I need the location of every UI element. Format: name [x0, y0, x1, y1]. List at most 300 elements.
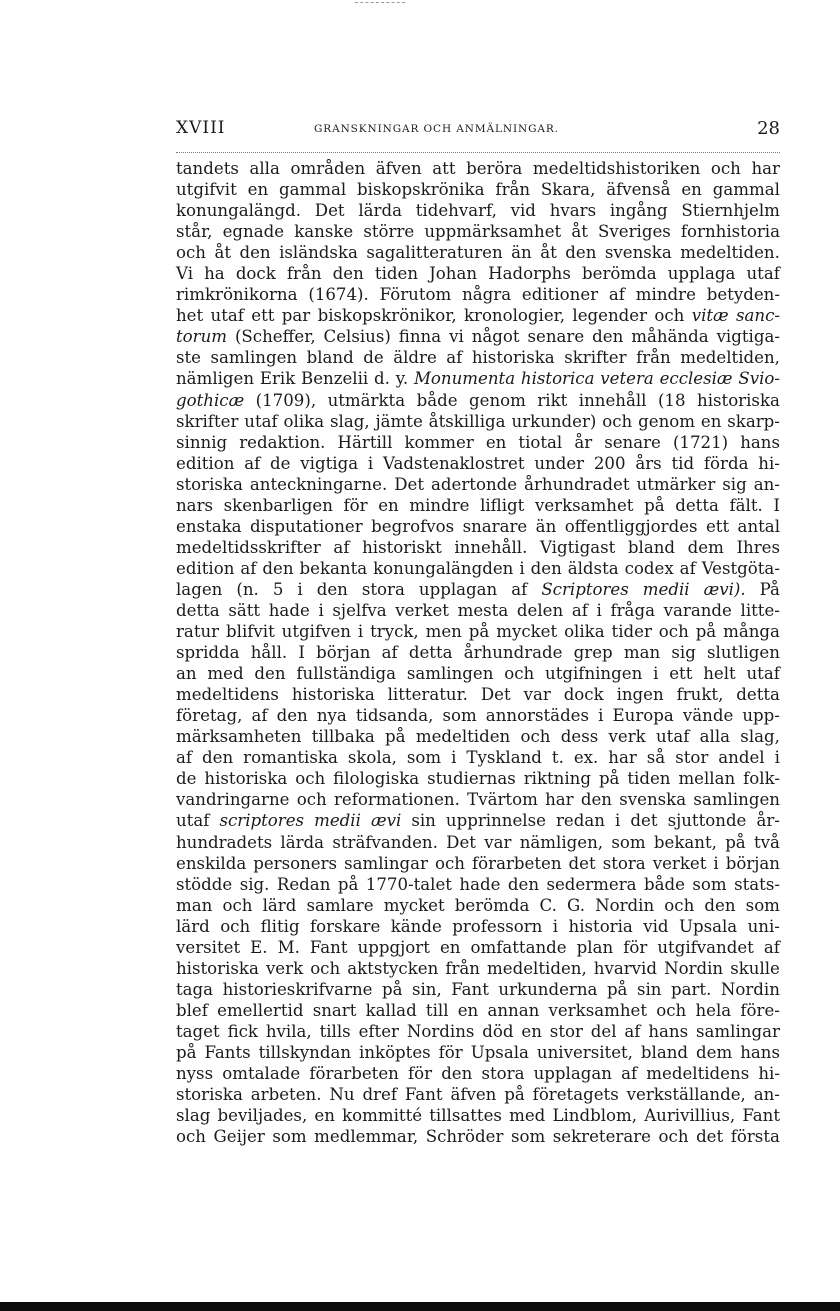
word: litteratur.: [387, 685, 468, 705]
word: spridda: [176, 643, 240, 663]
word: med: [207, 664, 244, 684]
word: editioner: [521, 285, 599, 305]
word: död: [482, 1021, 514, 1041]
word: I: [298, 643, 305, 663]
word: genom: [469, 390, 526, 410]
word: an-: [753, 1085, 780, 1105]
word: utaf: [746, 664, 780, 684]
word: och: [435, 853, 465, 873]
word: århundradet: [524, 474, 630, 494]
word: mindre: [635, 285, 696, 305]
text-line: [176, 705, 780, 726]
word: edition: [176, 558, 235, 578]
word: biskopskrönika: [357, 180, 485, 200]
word: riktning: [523, 769, 591, 789]
word: gammal: [712, 180, 780, 200]
word: skarp-: [727, 411, 780, 431]
word: den: [704, 895, 736, 915]
italic-word: Scriptores: [541, 579, 629, 599]
text-line: [176, 663, 780, 684]
word: Fant: [309, 937, 348, 957]
word: som: [272, 1127, 307, 1147]
top-edge-mark: [355, 2, 405, 3]
italic-word: Svio-: [738, 369, 780, 389]
italic-word: historica: [520, 369, 595, 389]
text-line: [176, 1042, 780, 1063]
word: af: [251, 706, 268, 726]
word: mellan: [678, 769, 736, 789]
word: vände: [682, 706, 734, 726]
word: disputationer: [249, 516, 363, 536]
word: från: [286, 264, 322, 284]
word: bland: [627, 537, 676, 557]
word: den: [202, 748, 234, 768]
text-line: [176, 411, 780, 432]
word: från: [445, 958, 480, 978]
word: Celsius): [323, 327, 391, 347]
word: dock: [235, 264, 276, 284]
word: af: [240, 558, 257, 578]
word: offentliggjordes: [564, 516, 698, 536]
word: den: [276, 706, 308, 726]
italic-word: ecclesiæ: [659, 369, 733, 389]
word: medeltidens: [176, 685, 279, 705]
word: annorstädes: [485, 706, 590, 726]
word: sjuttonde: [667, 811, 747, 831]
word: egnade: [222, 222, 285, 242]
word: af: [624, 1021, 641, 1041]
word: (1674).: [308, 285, 369, 305]
word: och: [295, 769, 326, 789]
word: Geijer: [213, 1127, 265, 1147]
word: i: [653, 664, 659, 684]
word: verksamhet: [534, 495, 634, 515]
word: sig.: [239, 874, 270, 894]
word: Det: [446, 832, 476, 852]
word: har: [608, 748, 637, 768]
word: första: [730, 1127, 780, 1147]
word: på: [176, 1042, 197, 1062]
word: rimkrönikorna: [176, 285, 298, 305]
word: utmärkta: [327, 390, 406, 410]
word: versitet: [176, 937, 241, 957]
italic-word: vetera: [600, 369, 654, 389]
word: tidsanda,: [355, 706, 434, 726]
word: Redan: [276, 874, 331, 894]
word: på: [381, 979, 403, 999]
word: medeltidsskrifter: [176, 537, 321, 557]
word: jämte: [375, 411, 423, 431]
word: kommitté: [342, 1106, 423, 1126]
word: Härtill: [337, 432, 393, 452]
word: något: [471, 327, 520, 347]
text-line: [176, 600, 780, 621]
word: några: [462, 285, 512, 305]
word: hade: [268, 600, 310, 620]
word: historiskt: [362, 537, 442, 557]
word: berömda: [582, 264, 657, 284]
word: hi-: [758, 1064, 780, 1084]
word: reformationen.: [333, 790, 460, 810]
word: codex: [624, 558, 674, 578]
word: af: [679, 558, 696, 578]
word: och: [176, 1127, 206, 1147]
page-number: 28: [757, 118, 780, 139]
word: för: [623, 937, 648, 957]
word: och: [520, 727, 551, 747]
word: större: [363, 222, 415, 242]
word: Hadorphs: [488, 264, 571, 284]
word: (18: [657, 390, 686, 410]
italic-word: ævi: [370, 811, 402, 831]
text-line: [176, 432, 780, 453]
word: lärda: [358, 201, 402, 221]
word: olika: [283, 411, 325, 431]
word: Skara,: [540, 180, 596, 200]
text-line: [176, 453, 780, 474]
word: af: [511, 579, 528, 599]
word: historiska: [176, 958, 259, 978]
word: vigtiga: [300, 453, 359, 473]
body-text: [176, 158, 780, 1147]
word: en: [378, 495, 399, 515]
word: redaktion.: [239, 432, 326, 452]
text-line: [176, 579, 780, 600]
word: före-: [740, 1000, 780, 1020]
word: uppgjort: [357, 937, 430, 957]
word: både: [416, 390, 458, 410]
text-line: [176, 390, 780, 411]
word: det: [696, 1127, 724, 1147]
word: som: [442, 706, 477, 726]
word: Nordins: [406, 1021, 475, 1041]
word: begrofvos: [371, 516, 455, 536]
word: och: [602, 411, 633, 431]
word: många: [723, 622, 780, 642]
word: ex.: [573, 748, 599, 768]
word: har: [545, 790, 574, 810]
word: enstaka: [176, 516, 242, 536]
word: områden: [290, 159, 366, 178]
word: århundrade: [463, 643, 563, 663]
word: så: [646, 748, 666, 768]
word: i: [318, 600, 324, 620]
word: i: [596, 600, 602, 620]
word: i: [615, 811, 621, 831]
word: medeltiden: [415, 727, 511, 747]
word: nya: [316, 706, 347, 726]
word: tillbaka: [311, 727, 375, 747]
italic-word: torum: [176, 327, 228, 347]
text-line: [176, 832, 780, 853]
word: Det: [394, 474, 425, 494]
italic-word: scriptores: [219, 811, 305, 831]
word: utaf: [244, 411, 278, 431]
word: detta: [736, 685, 780, 705]
word: lärd: [262, 895, 297, 915]
word: snarare: [462, 516, 528, 536]
word: kronologier,: [463, 306, 566, 326]
word: i: [552, 916, 559, 936]
word: verksamhet: [548, 1000, 648, 1020]
word: delen: [516, 600, 564, 620]
word: (Scheffer,: [234, 327, 316, 347]
word: Fant: [742, 1106, 780, 1126]
text-line: [176, 537, 780, 558]
word: står,: [176, 222, 213, 242]
word: de: [176, 769, 197, 789]
word: uni-: [747, 916, 780, 936]
word: sig: [671, 643, 696, 663]
word: utgifvandet: [657, 937, 754, 957]
word: Ihres: [736, 537, 780, 557]
text-line: [176, 979, 780, 1000]
word: medlemmar,: [314, 1127, 419, 1147]
word: äfvenså: [606, 180, 671, 200]
text-line: [176, 621, 780, 642]
word: y.: [395, 369, 409, 389]
word: efter: [358, 1021, 399, 1041]
word: än: [535, 516, 557, 536]
word: samlare: [306, 895, 374, 915]
word: På: [759, 579, 780, 599]
word: aktstycken: [347, 958, 439, 978]
word: på: [606, 979, 628, 999]
word: de: [270, 453, 291, 473]
word: stats-: [734, 874, 780, 894]
word: G.: [567, 895, 585, 915]
word: stor: [675, 748, 709, 768]
word: utmärker: [636, 474, 716, 494]
word: slag,: [330, 411, 370, 431]
word: taga: [176, 979, 214, 999]
word: sekreterare: [552, 1127, 651, 1147]
word: den: [507, 874, 540, 894]
word: d.: [374, 369, 390, 389]
word: för: [343, 495, 368, 515]
word: verkställande,: [626, 1085, 746, 1105]
word: två: [753, 832, 780, 852]
word: del: [590, 1021, 617, 1041]
word: frukt,: [676, 685, 724, 705]
header-rule: [176, 152, 780, 153]
word: förarbeten: [472, 853, 562, 873]
word: Europa: [612, 706, 674, 726]
word: I: [773, 495, 780, 515]
word: Johan: [429, 264, 478, 284]
word: senare: [527, 327, 585, 347]
word: innehåll: [578, 390, 647, 410]
word: som: [692, 874, 727, 894]
word: samlingar: [696, 1021, 780, 1041]
text-line: [176, 284, 780, 305]
word: vi: [449, 327, 464, 347]
text-line: [176, 747, 780, 768]
word: verk: [265, 958, 304, 978]
word: gammal: [278, 180, 347, 200]
word: betyden-: [706, 285, 780, 305]
word: och: [654, 306, 685, 326]
word: M.: [277, 937, 300, 957]
word: den: [441, 1064, 473, 1084]
word: en: [485, 432, 507, 452]
word: Vestgöta-: [701, 558, 780, 578]
word: bland: [640, 1042, 689, 1062]
word: Lindblom,: [552, 1106, 638, 1126]
word: en: [439, 937, 461, 957]
word: flitig: [260, 916, 300, 936]
word: Fants: [204, 1042, 251, 1062]
word: verket: [652, 853, 707, 873]
word: lärda: [280, 832, 325, 852]
word: bland: [306, 348, 354, 368]
word: en: [314, 1106, 335, 1126]
text-line: [176, 263, 780, 284]
word: sin,: [411, 979, 442, 999]
word: blef: [176, 1000, 208, 1020]
word: utaf: [176, 811, 210, 831]
running-header: [176, 118, 780, 140]
text-line: [176, 895, 780, 916]
word: det: [568, 853, 596, 873]
word: och: [310, 958, 341, 978]
word: legender: [572, 306, 648, 326]
word: åt: [571, 222, 588, 242]
word: ingång: [609, 201, 668, 221]
word: part.: [670, 979, 712, 999]
word: inköptes: [359, 1042, 431, 1062]
word: stödde: [176, 874, 233, 894]
word: upplagan: [418, 579, 498, 599]
word: nämligen,: [519, 832, 604, 852]
word: snart: [312, 1000, 357, 1020]
text-line: [176, 958, 780, 979]
word: förda: [703, 453, 749, 473]
word: skola,: [347, 748, 397, 768]
word: Det: [480, 685, 511, 705]
word: förarbeten: [309, 1064, 399, 1084]
word: verket: [395, 600, 449, 620]
word: både: [644, 874, 685, 894]
word: det: [630, 811, 658, 831]
word: af: [446, 348, 463, 368]
word: C.: [539, 895, 557, 915]
word: fråga: [610, 600, 655, 620]
word: i: [357, 622, 364, 642]
word: på: [644, 495, 665, 515]
text-line: [176, 726, 780, 747]
word: grep: [573, 643, 613, 663]
word: konungalängd.: [176, 201, 302, 221]
word: åtskilliga: [428, 411, 506, 431]
word: de: [363, 348, 384, 368]
word: från: [636, 348, 671, 368]
word: hela: [695, 1000, 732, 1020]
word: Vigtigast: [539, 537, 616, 557]
word: vid: [643, 916, 669, 936]
word: dock: [563, 685, 604, 705]
word: för: [438, 1042, 463, 1062]
word: antal: [737, 516, 780, 536]
word: kallad: [365, 1000, 417, 1020]
word: filologiska: [333, 769, 420, 789]
word: slag: [176, 1106, 211, 1126]
word: slag,: [740, 727, 780, 747]
word: historiska: [291, 685, 375, 705]
word: personers: [253, 853, 338, 873]
word: åt: [540, 243, 557, 263]
word: lifligt: [480, 495, 525, 515]
word: medeltiden,: [680, 348, 780, 368]
word: upplagan: [533, 1064, 612, 1084]
word: af: [244, 453, 261, 473]
text-line: [176, 1105, 780, 1126]
word: tillskyndan: [258, 1042, 352, 1062]
word: hans: [740, 432, 780, 452]
word: berömda: [454, 895, 530, 915]
word: anteckningarne.: [249, 474, 388, 494]
word: blifvit: [226, 622, 275, 642]
word: storiska: [176, 1085, 243, 1105]
word: en: [700, 411, 722, 431]
word: sin: [636, 979, 662, 999]
word: historiska: [204, 769, 288, 789]
word: Benzelii: [301, 369, 369, 389]
text-line: [176, 516, 780, 537]
word: som: [611, 832, 646, 852]
word: den: [580, 790, 612, 810]
word: i: [451, 748, 457, 768]
word: på: [468, 622, 490, 642]
text-line: [176, 937, 780, 958]
word: och: [658, 1127, 689, 1147]
text-line: [176, 368, 780, 389]
word: utaf: [746, 264, 780, 284]
word: som: [406, 748, 442, 768]
word: medeltiden.: [680, 243, 780, 263]
word: en: [457, 1000, 479, 1020]
word: Nordin: [720, 979, 780, 999]
word: ha: [204, 264, 225, 284]
word: tryck,: [370, 622, 419, 642]
word: enskilda: [176, 853, 247, 873]
word: ingen: [616, 685, 664, 705]
word: på: [725, 832, 746, 852]
word: historiska: [471, 348, 555, 368]
word: upp-: [742, 706, 780, 726]
word: lagen: [176, 579, 223, 599]
word: i: [367, 453, 374, 473]
word: under: [534, 453, 585, 473]
word: år-: [756, 811, 780, 831]
word: Stiernhjelm: [681, 201, 780, 221]
word: dref: [362, 1085, 398, 1105]
word: t.: [551, 748, 564, 768]
italic-word: medii: [642, 579, 690, 599]
word: sedermera: [546, 874, 637, 894]
word: stora: [361, 579, 405, 599]
word: 200: [593, 453, 626, 473]
word: tidehvarf,: [415, 201, 497, 221]
word: i: [297, 579, 303, 599]
word: beviljades,: [217, 1106, 308, 1126]
word: medeltiden,: [487, 958, 587, 978]
word: från: [495, 180, 531, 200]
word: (n.: [236, 579, 259, 599]
word: på: [695, 622, 717, 642]
word: och: [710, 159, 741, 178]
word: litte-: [740, 600, 780, 620]
